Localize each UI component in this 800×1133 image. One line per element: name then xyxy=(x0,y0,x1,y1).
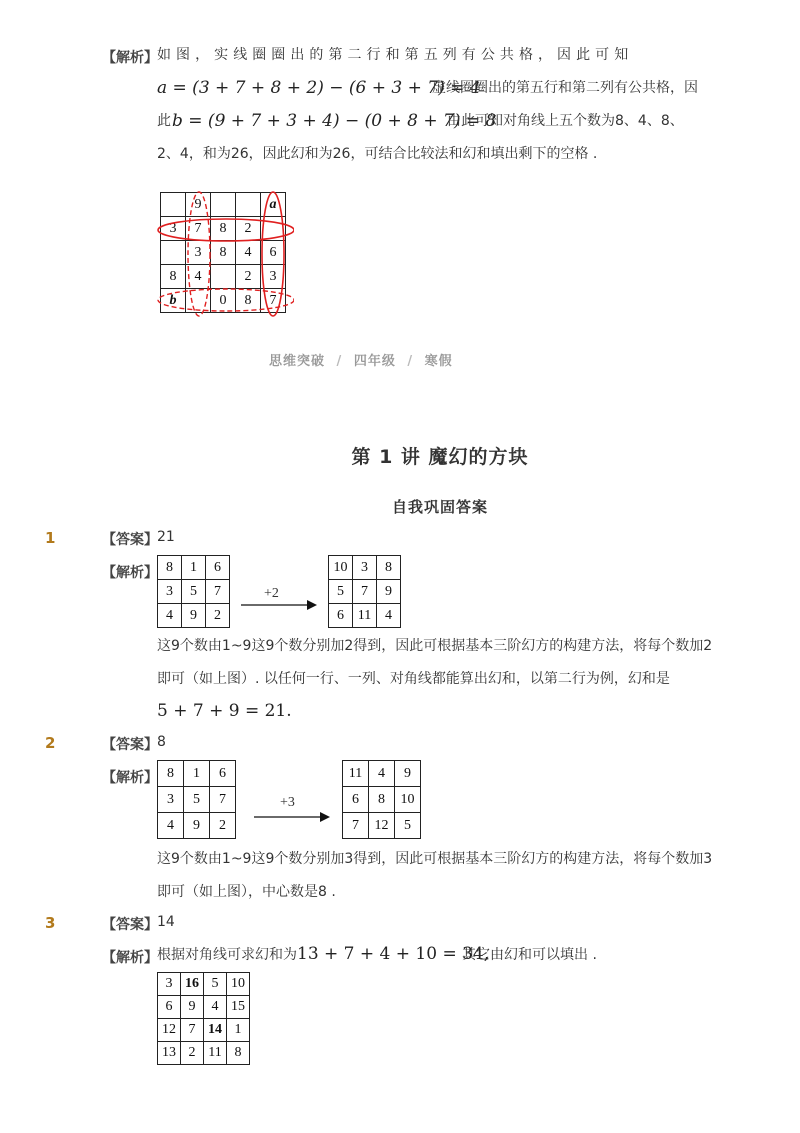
grid-cell: 9 xyxy=(186,193,211,217)
answer-tag-1: 【答案】 xyxy=(102,532,158,548)
grid-row xyxy=(158,580,230,604)
q1-explanation-2: 即可（如上图）. 以任何一行、一列、对角线都能算出幻和，以第二行为例，幻和是 xyxy=(157,671,670,687)
grid-cell: 6 xyxy=(210,761,236,787)
footer-sep-2: / xyxy=(407,354,414,369)
grid-cell: 8 xyxy=(377,556,401,580)
grid-row xyxy=(158,787,236,813)
grid-cell: 8 xyxy=(211,217,236,241)
q1-left-square xyxy=(157,555,230,628)
page-footer xyxy=(269,350,453,369)
grid-cell: 7 xyxy=(186,217,211,241)
grid-cell: 11 xyxy=(343,761,369,787)
analysis-line-2-text: 虚线圈圈出的第五行和第二列有公共格，因 xyxy=(432,80,698,96)
grid-cell: 3 xyxy=(186,241,211,265)
grid-cell: 9 xyxy=(181,996,204,1019)
grid-cell: 2 xyxy=(206,604,230,628)
grid-row xyxy=(158,1019,250,1042)
grid-cell: 4 xyxy=(369,761,395,787)
grid-cell: 3 xyxy=(158,787,184,813)
q1-right-square xyxy=(328,555,401,628)
grid-cell: 2 xyxy=(236,217,261,241)
grid-cell: 2 xyxy=(210,813,236,839)
analysis-tag-1: 【解析】 xyxy=(102,565,158,581)
grid-cell: 9 xyxy=(395,761,421,787)
q3-magic-square-4x4 xyxy=(157,972,250,1065)
question-number-1: 1 xyxy=(45,529,56,547)
lecture-title: 第 1 讲 魔幻的方块 xyxy=(351,446,529,468)
grid-cell: 6 xyxy=(261,241,286,265)
grid-cell: 8 xyxy=(158,761,184,787)
grid-cell: 12 xyxy=(158,1019,181,1042)
q2-arrow-icon xyxy=(254,811,330,823)
grid-cell: 3 xyxy=(353,556,377,580)
analysis-formula-b: b = (9 + 7 + 3 + 4) − (0 + 8 + 7) = 8 xyxy=(172,111,497,131)
grid-row xyxy=(329,580,401,604)
q1-operation: +2 xyxy=(264,586,279,601)
analysis-line-3-prefix: 此 xyxy=(157,113,171,129)
analysis-line-1: 如 图 ， 实 线 圈 圈 出 的 第 二 行 和 第 五 列 有 公 共 格 ， 因 此 可 知 xyxy=(157,47,629,63)
grid-cell: 1 xyxy=(182,556,206,580)
footer-sep-1: / xyxy=(336,354,343,369)
grid-row xyxy=(158,1042,250,1065)
grid-cell: 7 xyxy=(343,813,369,839)
grid-cell: b xyxy=(161,289,186,313)
grid-cell: 15 xyxy=(227,996,250,1019)
grid-cell: 8 xyxy=(161,265,186,289)
circle-annotations xyxy=(154,188,294,318)
grid-cell: 2 xyxy=(236,265,261,289)
grid-cell: 7 xyxy=(261,289,286,313)
grid-cell: 1 xyxy=(227,1019,250,1042)
q3-explanation-pre: 根据对角线可求幻和为 xyxy=(157,947,297,963)
grid-cell: 7 xyxy=(353,580,377,604)
q2-explanation-2: 即可（如上图），中心数是8 . xyxy=(157,884,336,900)
grid-row xyxy=(158,556,230,580)
grid-cell: 14 xyxy=(204,1019,227,1042)
solid-circle-col-5 xyxy=(262,192,284,316)
q3-formula: 13 + 7 + 4 + 10 = 34, xyxy=(297,944,490,964)
grid-cell: 5 xyxy=(395,813,421,839)
grid-cell: 4 xyxy=(158,604,182,628)
grid-cell: 7 xyxy=(210,787,236,813)
grid-cell: 12 xyxy=(369,813,395,839)
question-number-2: 2 xyxy=(45,734,56,752)
answer-tag-3: 【答案】 xyxy=(102,917,158,933)
grid-row xyxy=(329,556,401,580)
dashed-circle-col-2 xyxy=(188,192,210,316)
q2-right-square xyxy=(342,760,421,839)
q2-explanation-1: 这9个数由1~9这9个数分别加3得到，因此可根据基本三阶幻方的构建方法，将每个数加3 xyxy=(157,851,713,867)
grid-cell: 3 xyxy=(158,973,181,996)
grid-cell: 3 xyxy=(261,265,286,289)
grid-cell: 1 xyxy=(184,761,210,787)
grid-cell: 6 xyxy=(329,604,353,628)
grid-cell: 9 xyxy=(377,580,401,604)
grid-cell: 8 xyxy=(236,289,261,313)
grid-row xyxy=(329,604,401,628)
grid-cell: 4 xyxy=(204,996,227,1019)
q3-explanation-post: 其它由幻和可以填出 . xyxy=(462,947,597,963)
grid-cell: 9 xyxy=(182,604,206,628)
grid-cell: 10 xyxy=(329,556,353,580)
grid-cell: 4 xyxy=(236,241,261,265)
grid-cell: 3 xyxy=(158,580,182,604)
q1-formula: 5 + 7 + 9 = 21. xyxy=(157,701,292,721)
q1-explanation-1: 这9个数由1~9这9个数分别加2得到，因此可根据基本三阶幻方的构建方法，将每个数加2 xyxy=(157,638,713,654)
grid-cell: 0 xyxy=(211,289,236,313)
q2-left-square xyxy=(157,760,236,839)
grid-cell: 10 xyxy=(227,973,250,996)
answer-tag-2: 【答案】 xyxy=(102,737,158,753)
answer-value-3: 14 xyxy=(157,914,175,930)
grid-row xyxy=(158,761,236,787)
grid-cell: 8 xyxy=(158,556,182,580)
grid-cell: 6 xyxy=(158,996,181,1019)
grid-cell: 4 xyxy=(158,813,184,839)
question-number-3: 3 xyxy=(45,914,56,932)
footer-series: 思维突破 xyxy=(269,354,326,369)
dashed-circle-row-5 xyxy=(158,289,294,311)
answer-value-2: 8 xyxy=(157,734,166,750)
grid-row xyxy=(343,761,421,787)
q1-arrow-icon xyxy=(241,599,317,611)
grid-cell: 10 xyxy=(395,787,421,813)
footer-term: 寒假 xyxy=(424,354,453,369)
grid-cell: 5 xyxy=(182,580,206,604)
grid-cell: 9 xyxy=(184,813,210,839)
grid-cell: 5 xyxy=(204,973,227,996)
grid-row xyxy=(158,973,250,996)
grid-cell: 8 xyxy=(369,787,395,813)
grid-row xyxy=(158,604,230,628)
q2-operation: +3 xyxy=(280,795,295,810)
solid-circle-row-2 xyxy=(158,219,294,241)
grid-row xyxy=(158,813,236,839)
magic-square-5x5 xyxy=(160,192,290,318)
grid-cell: 7 xyxy=(181,1019,204,1042)
grid-cell: 4 xyxy=(186,265,211,289)
grid-cell: 16 xyxy=(181,973,204,996)
analysis-tag: 【解析】 xyxy=(102,50,158,66)
grid-cell: 2 xyxy=(181,1042,204,1065)
grid-cell: 4 xyxy=(377,604,401,628)
grid-cell: 6 xyxy=(343,787,369,813)
grid-cell: 6 xyxy=(206,556,230,580)
grid-cell: 3 xyxy=(161,217,186,241)
grid-cell: 8 xyxy=(211,241,236,265)
grid-cell: 13 xyxy=(158,1042,181,1065)
grid-cell: 7 xyxy=(206,580,230,604)
grid-row xyxy=(343,813,421,839)
section-title: 自我巩固答案 xyxy=(391,498,488,516)
analysis-line-4: 2、4，和为26，因此幻和为26，可结合比较法和幻和填出剩下的空格 . xyxy=(157,146,598,162)
answer-value-1: 21 xyxy=(157,529,175,545)
analysis-tag-3: 【解析】 xyxy=(102,950,158,966)
footer-grade: 四年级 xyxy=(353,354,396,369)
analysis-formula-a: a = (3 + 7 + 8 + 2) − (6 + 3 + 7) = 4 xyxy=(157,78,481,98)
grid-row xyxy=(158,996,250,1019)
grid-cell: 8 xyxy=(227,1042,250,1065)
grid-cell: 11 xyxy=(204,1042,227,1065)
grid-row xyxy=(343,787,421,813)
grid-cell: 5 xyxy=(329,580,353,604)
analysis-tag-2: 【解析】 xyxy=(102,770,158,786)
grid-cell: 5 xyxy=(184,787,210,813)
grid-cell: 11 xyxy=(353,604,377,628)
analysis-line-3-text: 由此可知对角线上五个数为8、4、8、 xyxy=(447,113,684,129)
grid-cell: a xyxy=(261,193,286,217)
